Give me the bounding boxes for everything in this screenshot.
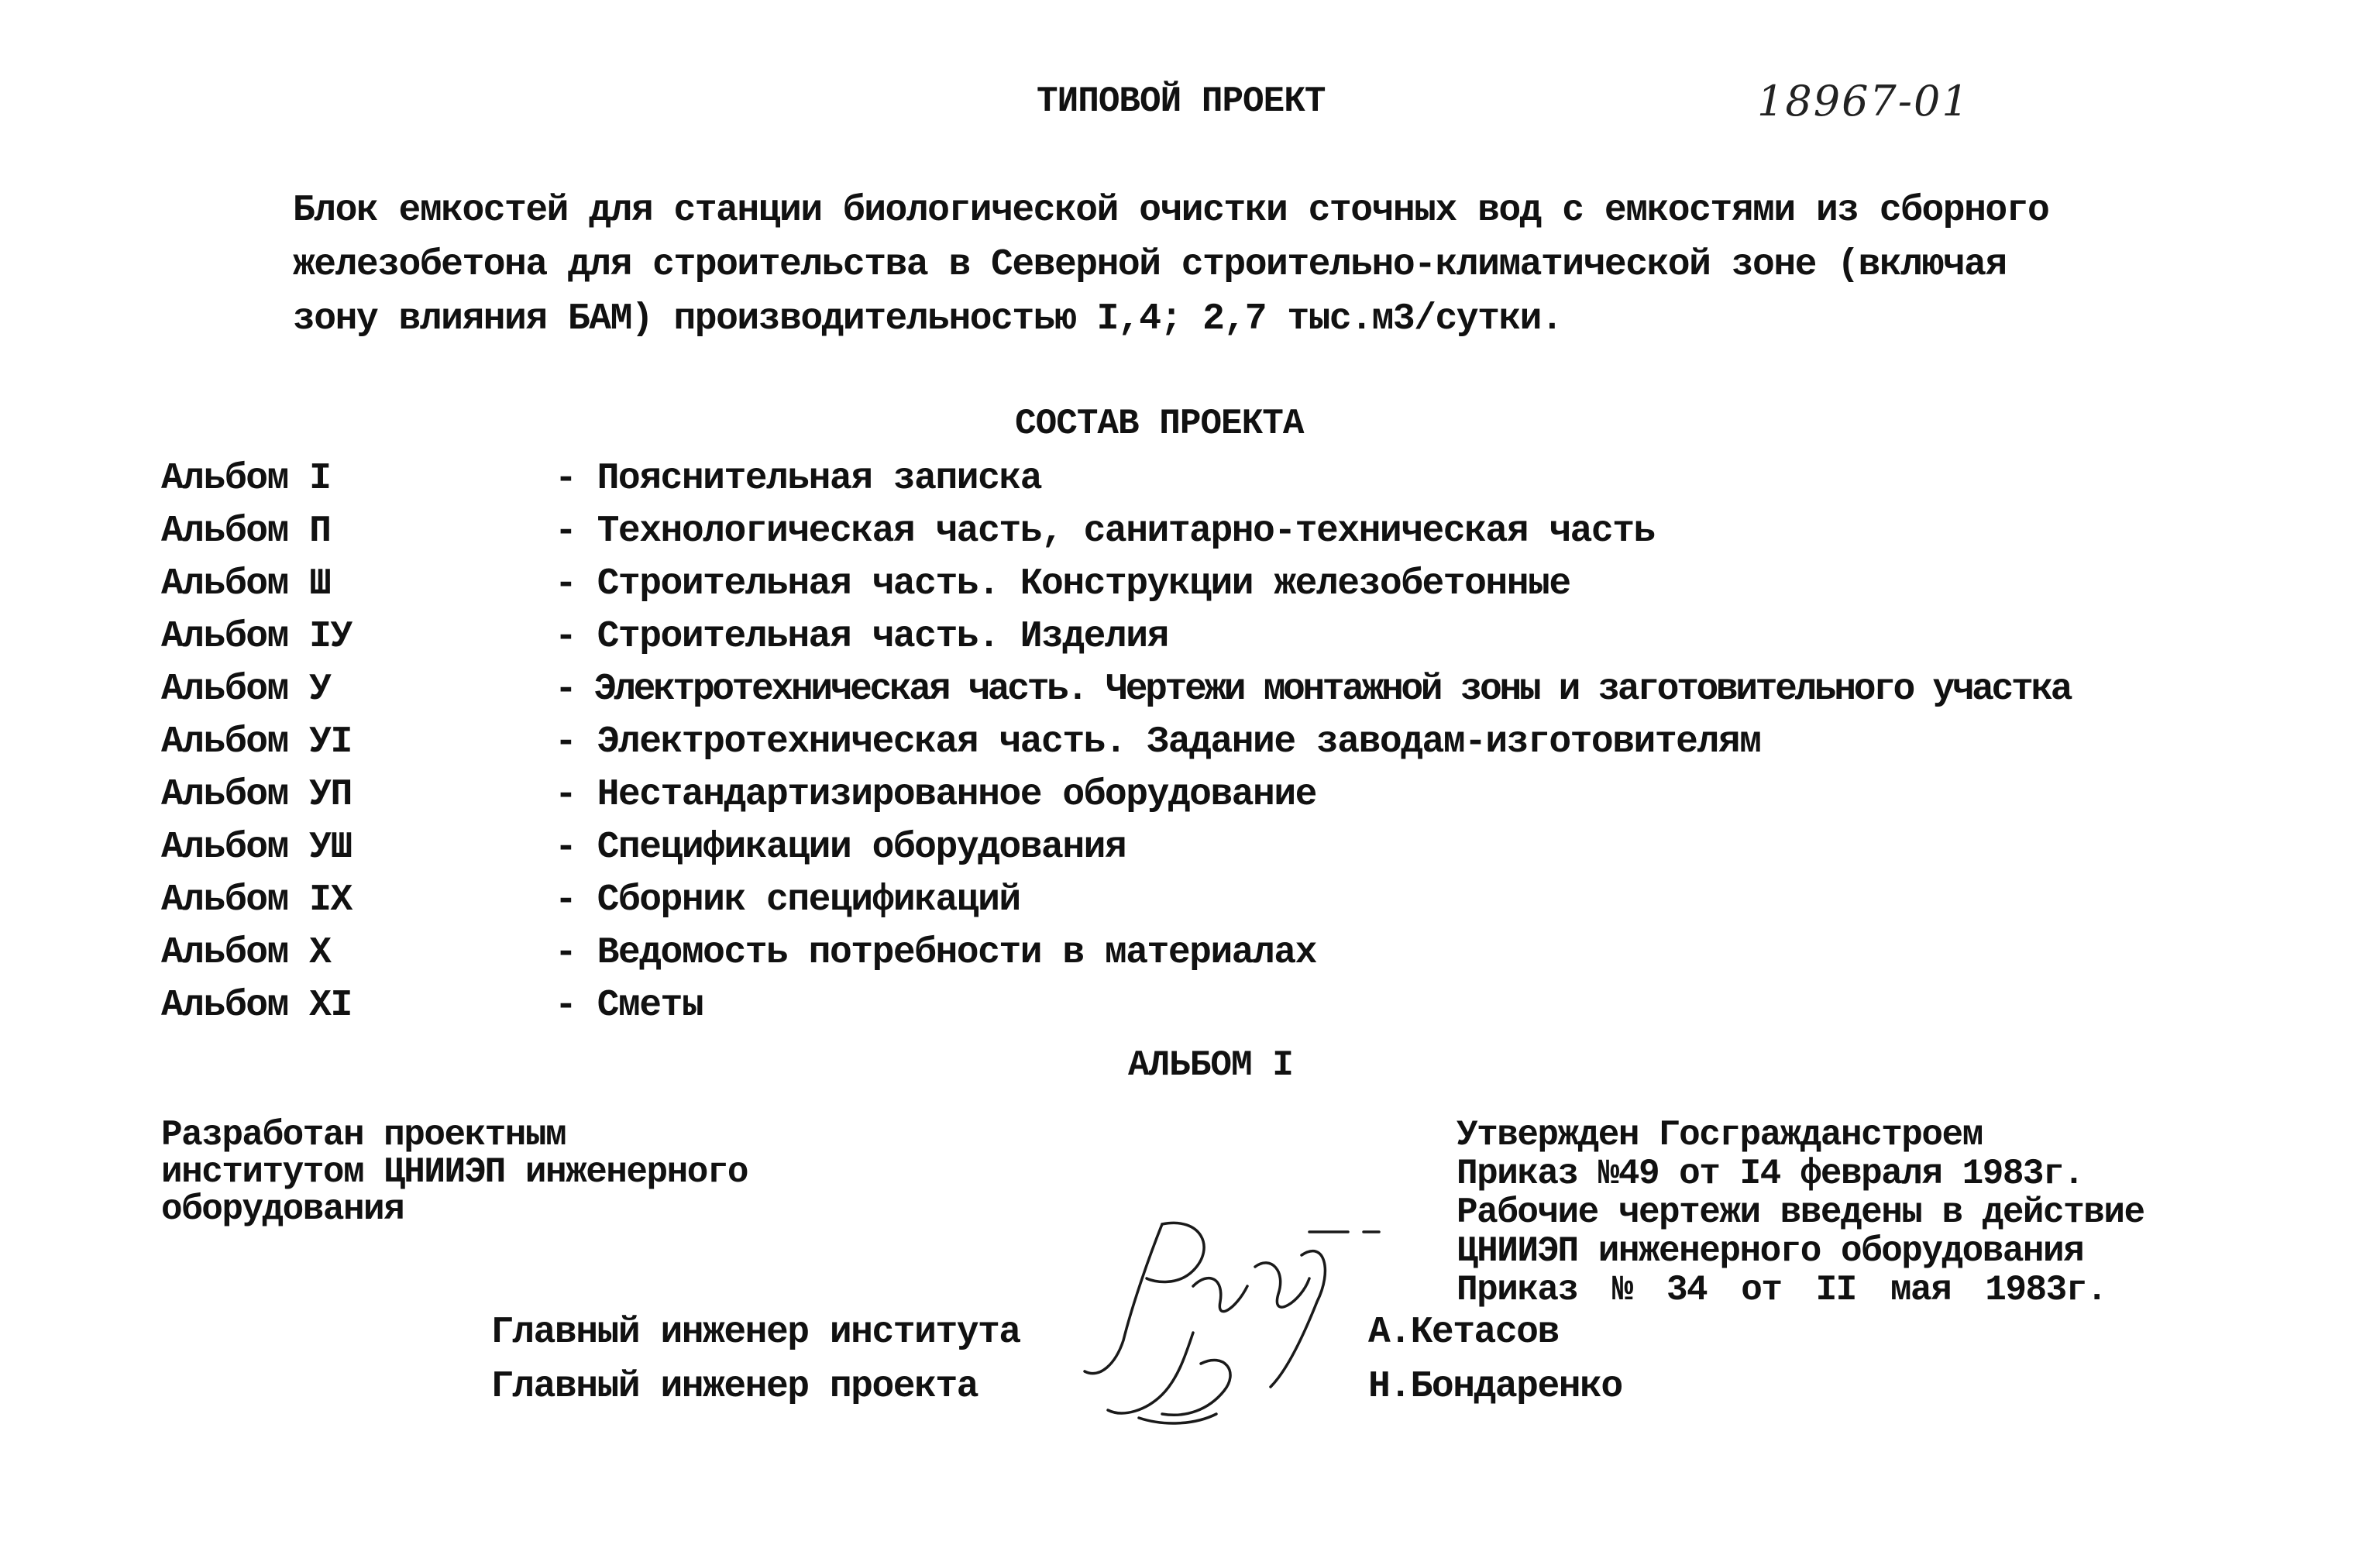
project-number: 18967-01 xyxy=(1757,77,1970,126)
developer-line-2: институтом ЦНИИЭП инженерного xyxy=(161,1152,748,1192)
album-name: Альбом УП xyxy=(161,774,352,816)
approval-line-1: Утвержден Госгражданстроем xyxy=(1457,1115,1983,1155)
album-desc: - Сборник спецификаций xyxy=(555,879,1020,921)
album-heading: АЛЬБОМ I xyxy=(1128,1045,1293,1085)
album-desc: - Строительная часть. Изделия xyxy=(555,616,1168,658)
signature-role-1: Главный инженер института xyxy=(491,1312,1020,1354)
album-name: Альбом I xyxy=(161,458,331,500)
album-name: Альбом X xyxy=(161,932,331,974)
developer-line-1: Разработан проектным xyxy=(161,1115,566,1155)
album-name: Альбом IX xyxy=(161,879,352,921)
signature-role-2: Главный инженер проекта xyxy=(491,1366,978,1408)
album-desc: - Строительная часть. Конструкции железобетонные xyxy=(555,563,1570,605)
album-desc: - Технологическая часть, санитарно-техническая часть xyxy=(555,511,1655,552)
album-name: Альбом Ш xyxy=(161,563,331,605)
album-name: Альбом XI xyxy=(161,985,352,1027)
handwritten-signature xyxy=(1069,1193,1395,1457)
album-desc: - Пояснительная записка xyxy=(555,458,1042,500)
developer-line-3: оборудования xyxy=(161,1189,404,1230)
signature-name-2: Н.Бондаренко xyxy=(1368,1366,1622,1408)
album-desc: - Сметы xyxy=(555,985,703,1027)
approval-line-3: Рабочие чертежи введены в действие xyxy=(1457,1192,2144,1233)
album-name: Альбом У xyxy=(161,669,331,710)
album-desc: - Электротехническая часть. Задание заводам-изготовителям xyxy=(555,721,1761,763)
album-desc: - Электротехническая часть. Чертежи монтажной зоны и заготовительного участка xyxy=(555,669,2071,710)
composition-title: СОСТАВ ПРОЕКТА xyxy=(1015,404,1304,444)
approval-line-2: Приказ №49 от I4 февраля 1983г. xyxy=(1457,1154,2084,1194)
album-desc: - Ведомость потребности в материалах xyxy=(555,932,1316,974)
approval-line-5: Приказ № 34 от II мая 1983г. xyxy=(1457,1270,2107,1310)
approval-line-4: ЦНИИЭП инженерного оборудования xyxy=(1457,1231,2084,1271)
album-name: Альбом IУ xyxy=(161,616,352,658)
signature-name-1: А.Кетасов xyxy=(1368,1312,1559,1354)
description-line-2: железобетона для строительства в Северной строительно-климатической зоне (включая xyxy=(293,244,2007,286)
description-line-3: зону влияния БАМ) производительностью I,4; 2,7 тыс.м3/сутки. xyxy=(293,298,1563,340)
album-name: Альбом П xyxy=(161,511,331,552)
description-line-1: Блок емкостей для станции биологической очистки сточных вод с емкостями из сборного xyxy=(293,190,2049,232)
document-type-title: ТИПОВОЙ ПРОЕКТ xyxy=(1037,81,1326,122)
album-name: Альбом УI xyxy=(161,721,352,763)
album-desc: - Спецификации оборудования xyxy=(555,827,1126,869)
album-name: Альбом УШ xyxy=(161,827,352,869)
album-desc: - Нестандартизированное оборудование xyxy=(555,774,1316,816)
